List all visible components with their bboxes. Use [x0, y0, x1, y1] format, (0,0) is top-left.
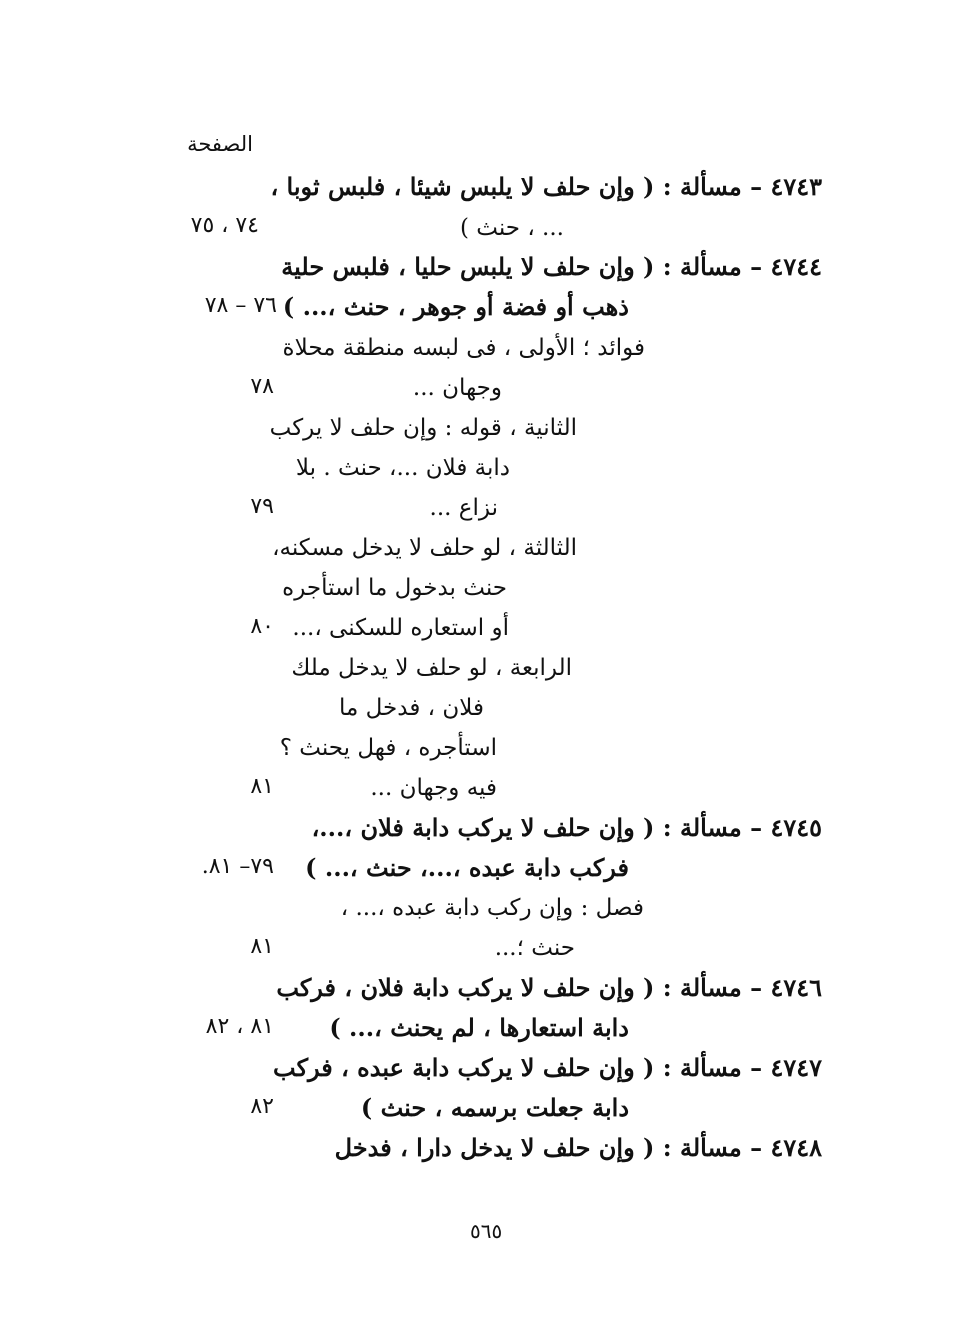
entry-line: ٤٧٤٣ – مسألة : ( وإن حلف لا يلبس شيئا ، فلبس ثوبا ،	[270, 172, 822, 201]
entry-line: فوائد ؛ الأولى ، فى لبسه منطقة محلاة	[282, 335, 645, 361]
entry-line: أو استعاره للسكنى ،...	[292, 615, 509, 641]
entry-line: ٤٧٤٥ – مسألة : ( وإن حلف لا يركب دابة فلان ،...،	[311, 813, 822, 842]
entry-line: حنث ؛...	[494, 935, 575, 961]
page-number: ٥٦٥	[470, 1219, 503, 1243]
entry-line: وجهان ...	[412, 375, 502, 401]
entry-line: ٤٧٤٨ – مسألة : ( وإن حلف لا يدخل دارا ، فدخل	[334, 1133, 822, 1162]
entry-line: ٤٧٤٦ – مسألة : ( وإن حلف لا يركب دابة فلان ، فركب	[276, 973, 822, 1002]
entry-line: ٤٧٤٤ – مسألة : ( وإن حلف لا يلبس حليا ، فلبس حلية	[281, 252, 822, 281]
entry-line: ... ، حنث )	[459, 215, 564, 241]
entry-line: دابة فلان ...، حنث . بلا	[295, 455, 510, 481]
entry-line: فركب دابة عبده ،...، حنث ،... )	[305, 853, 629, 882]
page-reference: ٧٤ ، ٧٥	[190, 213, 259, 238]
entry-line: ٤٧٤٧ – مسألة : ( وإن حلف لا يركب دابة عبده ، فركب	[273, 1053, 822, 1082]
page-reference: ٨٠	[250, 614, 274, 639]
entry-line: الثالثة ، لو حلف لا يدخل مسكنه،	[272, 535, 577, 561]
entry-line: ذهب أو فضة أو جوهر ، حنث ،... )	[282, 292, 629, 321]
entry-line: نزاع ...	[429, 495, 498, 521]
entry-line: حنث بدخول ما استأجره	[282, 575, 507, 601]
page-reference: ٨٢	[250, 1094, 274, 1119]
page-column-header: الصفحة	[187, 132, 253, 156]
page-reference: ٨١	[250, 774, 274, 799]
entry-line: الرابعة ، لو حلف لا يدخل ملك	[291, 655, 572, 681]
entry-line: دابة جعلت برسمه ، حنث )	[360, 1093, 629, 1122]
entry-line: فيه وجهان ...	[370, 775, 497, 801]
page-reference: ٧٨	[250, 374, 274, 399]
page-reference: ٧٩– ٨١.	[201, 854, 274, 879]
page-reference: ٨١	[250, 934, 274, 959]
entry-line: دابة استعارها ، لم يحنث ،... )	[329, 1013, 629, 1042]
page-reference: ٧٦ – ٧٨	[204, 293, 277, 318]
entry-line: استأجره ، فهل يحنث ؟	[279, 735, 497, 761]
entry-line: فصل : وإن ركب دابة عبده ،... ،	[340, 895, 644, 921]
page-reference: ٨١ ، ٨٢	[205, 1014, 274, 1039]
entry-line: الثانية ، قوله : وإن حلف لا يركب	[269, 415, 577, 441]
entry-line: فلان ، فدخل ما	[339, 695, 484, 721]
page-reference: ٧٩	[250, 494, 274, 519]
